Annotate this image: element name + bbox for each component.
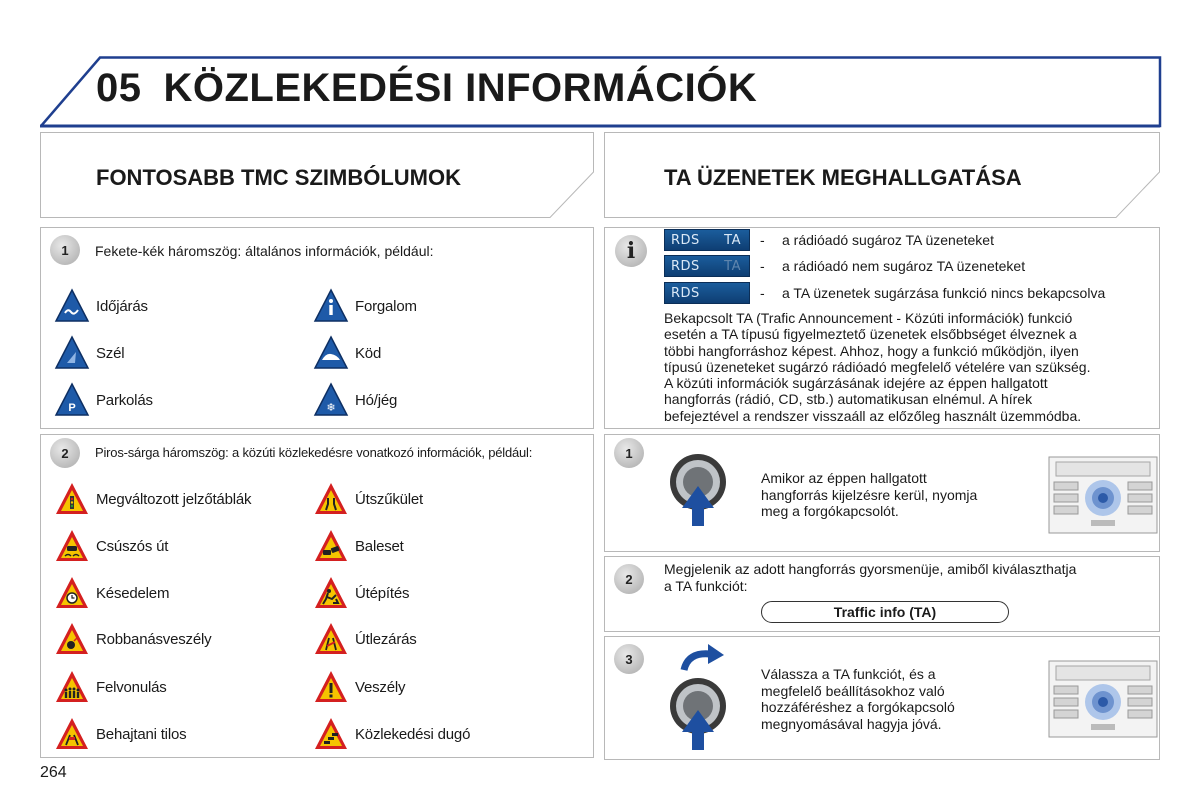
tmc-symbols-title: FONTOSABB TMC SZIMBÓLUMOK bbox=[96, 165, 462, 190]
page-number: 264 bbox=[40, 764, 67, 781]
ta-messages-header bbox=[604, 132, 1160, 218]
roadworks-icon bbox=[313, 575, 349, 611]
rds-ta-indicator-on: RDS TA bbox=[664, 229, 750, 251]
step-badge-1: 1 bbox=[614, 438, 644, 468]
rotate-arrow-icon bbox=[680, 642, 726, 672]
rds-desc: a rádióadó nem sugároz TA üzeneteket bbox=[782, 258, 1026, 274]
procession-icon bbox=[54, 669, 90, 705]
symbol-label: Útszűkület bbox=[355, 490, 424, 508]
symbol-label: Forgalom bbox=[355, 297, 417, 315]
symbol-delay bbox=[54, 575, 169, 611]
symbol-roadworks bbox=[313, 575, 409, 611]
rds-desc: a TA üzenetek sugárzása funkció nincs bekapcsolva bbox=[782, 285, 1106, 301]
symbol-explosion-danger bbox=[54, 621, 211, 657]
rds-state-active bbox=[664, 229, 994, 251]
weather-icon bbox=[54, 288, 90, 324]
section1-intro: Fekete-kék háromszög: általános információk, például: bbox=[95, 243, 434, 259]
symbol-fog bbox=[313, 335, 381, 371]
rds-desc: a rádióadó sugároz TA üzeneteket bbox=[782, 232, 994, 248]
section2-intro: Piros-sárga háromszög: a közúti közlekedésre vonatkozó információk, például: bbox=[95, 445, 533, 460]
rotary-knob-press-icon bbox=[668, 448, 728, 528]
info-icon: i bbox=[615, 235, 647, 267]
rds-ta-indicator-off: RDS bbox=[664, 282, 750, 304]
symbol-snow-ice bbox=[313, 382, 397, 418]
rds-dash: - bbox=[760, 258, 765, 274]
svg-text:❄: ❄ bbox=[326, 401, 336, 414]
symbol-road-closure bbox=[313, 621, 417, 657]
wind-icon bbox=[54, 335, 90, 371]
step1-text: Amikor az éppen hallgatott hangforrás kijelzésre kerül, nyomja meg a forgókapcsolót. bbox=[761, 470, 978, 519]
symbol-danger bbox=[313, 669, 405, 705]
changed-signs-icon bbox=[54, 481, 90, 517]
rds-state-not-broadcast bbox=[664, 255, 1025, 277]
symbol-label: Hó/jég bbox=[355, 391, 398, 409]
road-closure-icon bbox=[313, 621, 349, 657]
symbol-accident bbox=[313, 528, 404, 564]
symbol-label: Baleset bbox=[355, 537, 404, 555]
rds-state-off bbox=[664, 282, 1105, 304]
symbol-label: Időjárás bbox=[96, 297, 148, 315]
slippery-road-icon bbox=[54, 528, 90, 564]
traffic-info-ta-option[interactable]: Traffic info (TA) bbox=[761, 601, 1009, 623]
tmc-symbols-header bbox=[40, 132, 594, 218]
step-badge-1: 1 bbox=[50, 235, 80, 265]
rds-dash: - bbox=[760, 285, 765, 301]
accident-icon bbox=[313, 528, 349, 564]
step-badge-2: 2 bbox=[50, 438, 80, 468]
radio-panel-illustration bbox=[1048, 456, 1158, 534]
ta-description: Bekapcsolt TA (Trafic Announcement - Közúti információk) funkció esetén a TA típusú figyelmeztető üzenetek elsőbbséget élveznek a többi hangforráshoz képest. Ahhoz, hogy a funkció működjön, ilyen típusú üzeneteket sugárzó rádióadó megfelelő vételére van szükség. A közúti információk sugárzásának idejére az éppen hallgatott hangforrás (rádió, CD, stb.) automatikusan elnémul. A hírek befejeztével a rendszer visszaáll az előzőleg használt üzemmódba. bbox=[664, 310, 1091, 424]
ta-messages-title: TA ÜZENETEK MEGHALLGATÁSA bbox=[664, 165, 1022, 190]
symbol-wind bbox=[54, 335, 124, 371]
symbol-label: Útlezárás bbox=[355, 630, 417, 648]
chapter-title bbox=[96, 66, 757, 111]
chapter-number: 05 bbox=[96, 66, 142, 110]
parking-icon bbox=[54, 382, 90, 418]
symbol-procession bbox=[54, 669, 167, 705]
symbol-slippery-road bbox=[54, 528, 168, 564]
symbol-label: Útépítés bbox=[355, 584, 410, 602]
symbol-parking bbox=[54, 382, 153, 418]
symbol-label: Veszély bbox=[355, 678, 406, 696]
symbol-label: Felvonulás bbox=[96, 678, 167, 696]
fog-icon bbox=[313, 335, 349, 371]
symbol-label: Parkolás bbox=[96, 391, 153, 409]
no-entry-icon bbox=[54, 716, 90, 752]
step3-text: Válassza a TA funkciót, és a megfelelő beállításokhoz való hozzáféréshez a forgókapcsoló megnyomásával hagyja jóvá. bbox=[761, 666, 955, 732]
symbol-no-entry bbox=[54, 716, 186, 752]
symbol-label: Robbanásveszély bbox=[96, 630, 212, 648]
symbol-label: Közlekedési dugó bbox=[355, 725, 471, 743]
traffic-info-icon bbox=[313, 288, 349, 324]
step-badge-2: 2 bbox=[614, 564, 644, 594]
rds-dash: - bbox=[760, 232, 765, 248]
symbol-traffic-jam bbox=[313, 716, 470, 752]
symbol-label: Szél bbox=[96, 344, 125, 362]
traffic-jam-icon bbox=[313, 716, 349, 752]
svg-text:P: P bbox=[68, 402, 76, 414]
symbol-road-narrowing bbox=[313, 481, 423, 517]
road-narrowing-icon bbox=[313, 481, 349, 517]
snow-ice-icon bbox=[313, 382, 349, 418]
chapter-heading: KÖZLEKEDÉSI INFORMÁCIÓK bbox=[163, 66, 758, 110]
symbol-label: Behajtani tilos bbox=[96, 725, 187, 743]
symbol-traffic bbox=[313, 288, 417, 324]
rotary-knob-press-icon bbox=[668, 672, 728, 752]
radio-panel-illustration bbox=[1048, 660, 1158, 738]
symbol-changed-signs bbox=[54, 481, 251, 517]
symbol-label: Megváltozott jelzőtáblák bbox=[96, 490, 252, 508]
step-badge-3: 3 bbox=[614, 644, 644, 674]
explosion-danger-icon bbox=[54, 621, 90, 657]
delay-icon bbox=[54, 575, 90, 611]
symbol-label: Köd bbox=[355, 344, 382, 362]
step2-text: Megjelenik az adott hangforrás gyorsmenüje, amiből kiválaszthatja a TA funkciót: bbox=[664, 561, 1077, 594]
symbol-label: Késedelem bbox=[96, 584, 170, 602]
danger-icon bbox=[313, 669, 349, 705]
rds-ta-indicator-dim: RDS TA bbox=[664, 255, 750, 277]
symbol-label: Csúszós út bbox=[96, 537, 169, 555]
symbol-weather bbox=[54, 288, 148, 324]
